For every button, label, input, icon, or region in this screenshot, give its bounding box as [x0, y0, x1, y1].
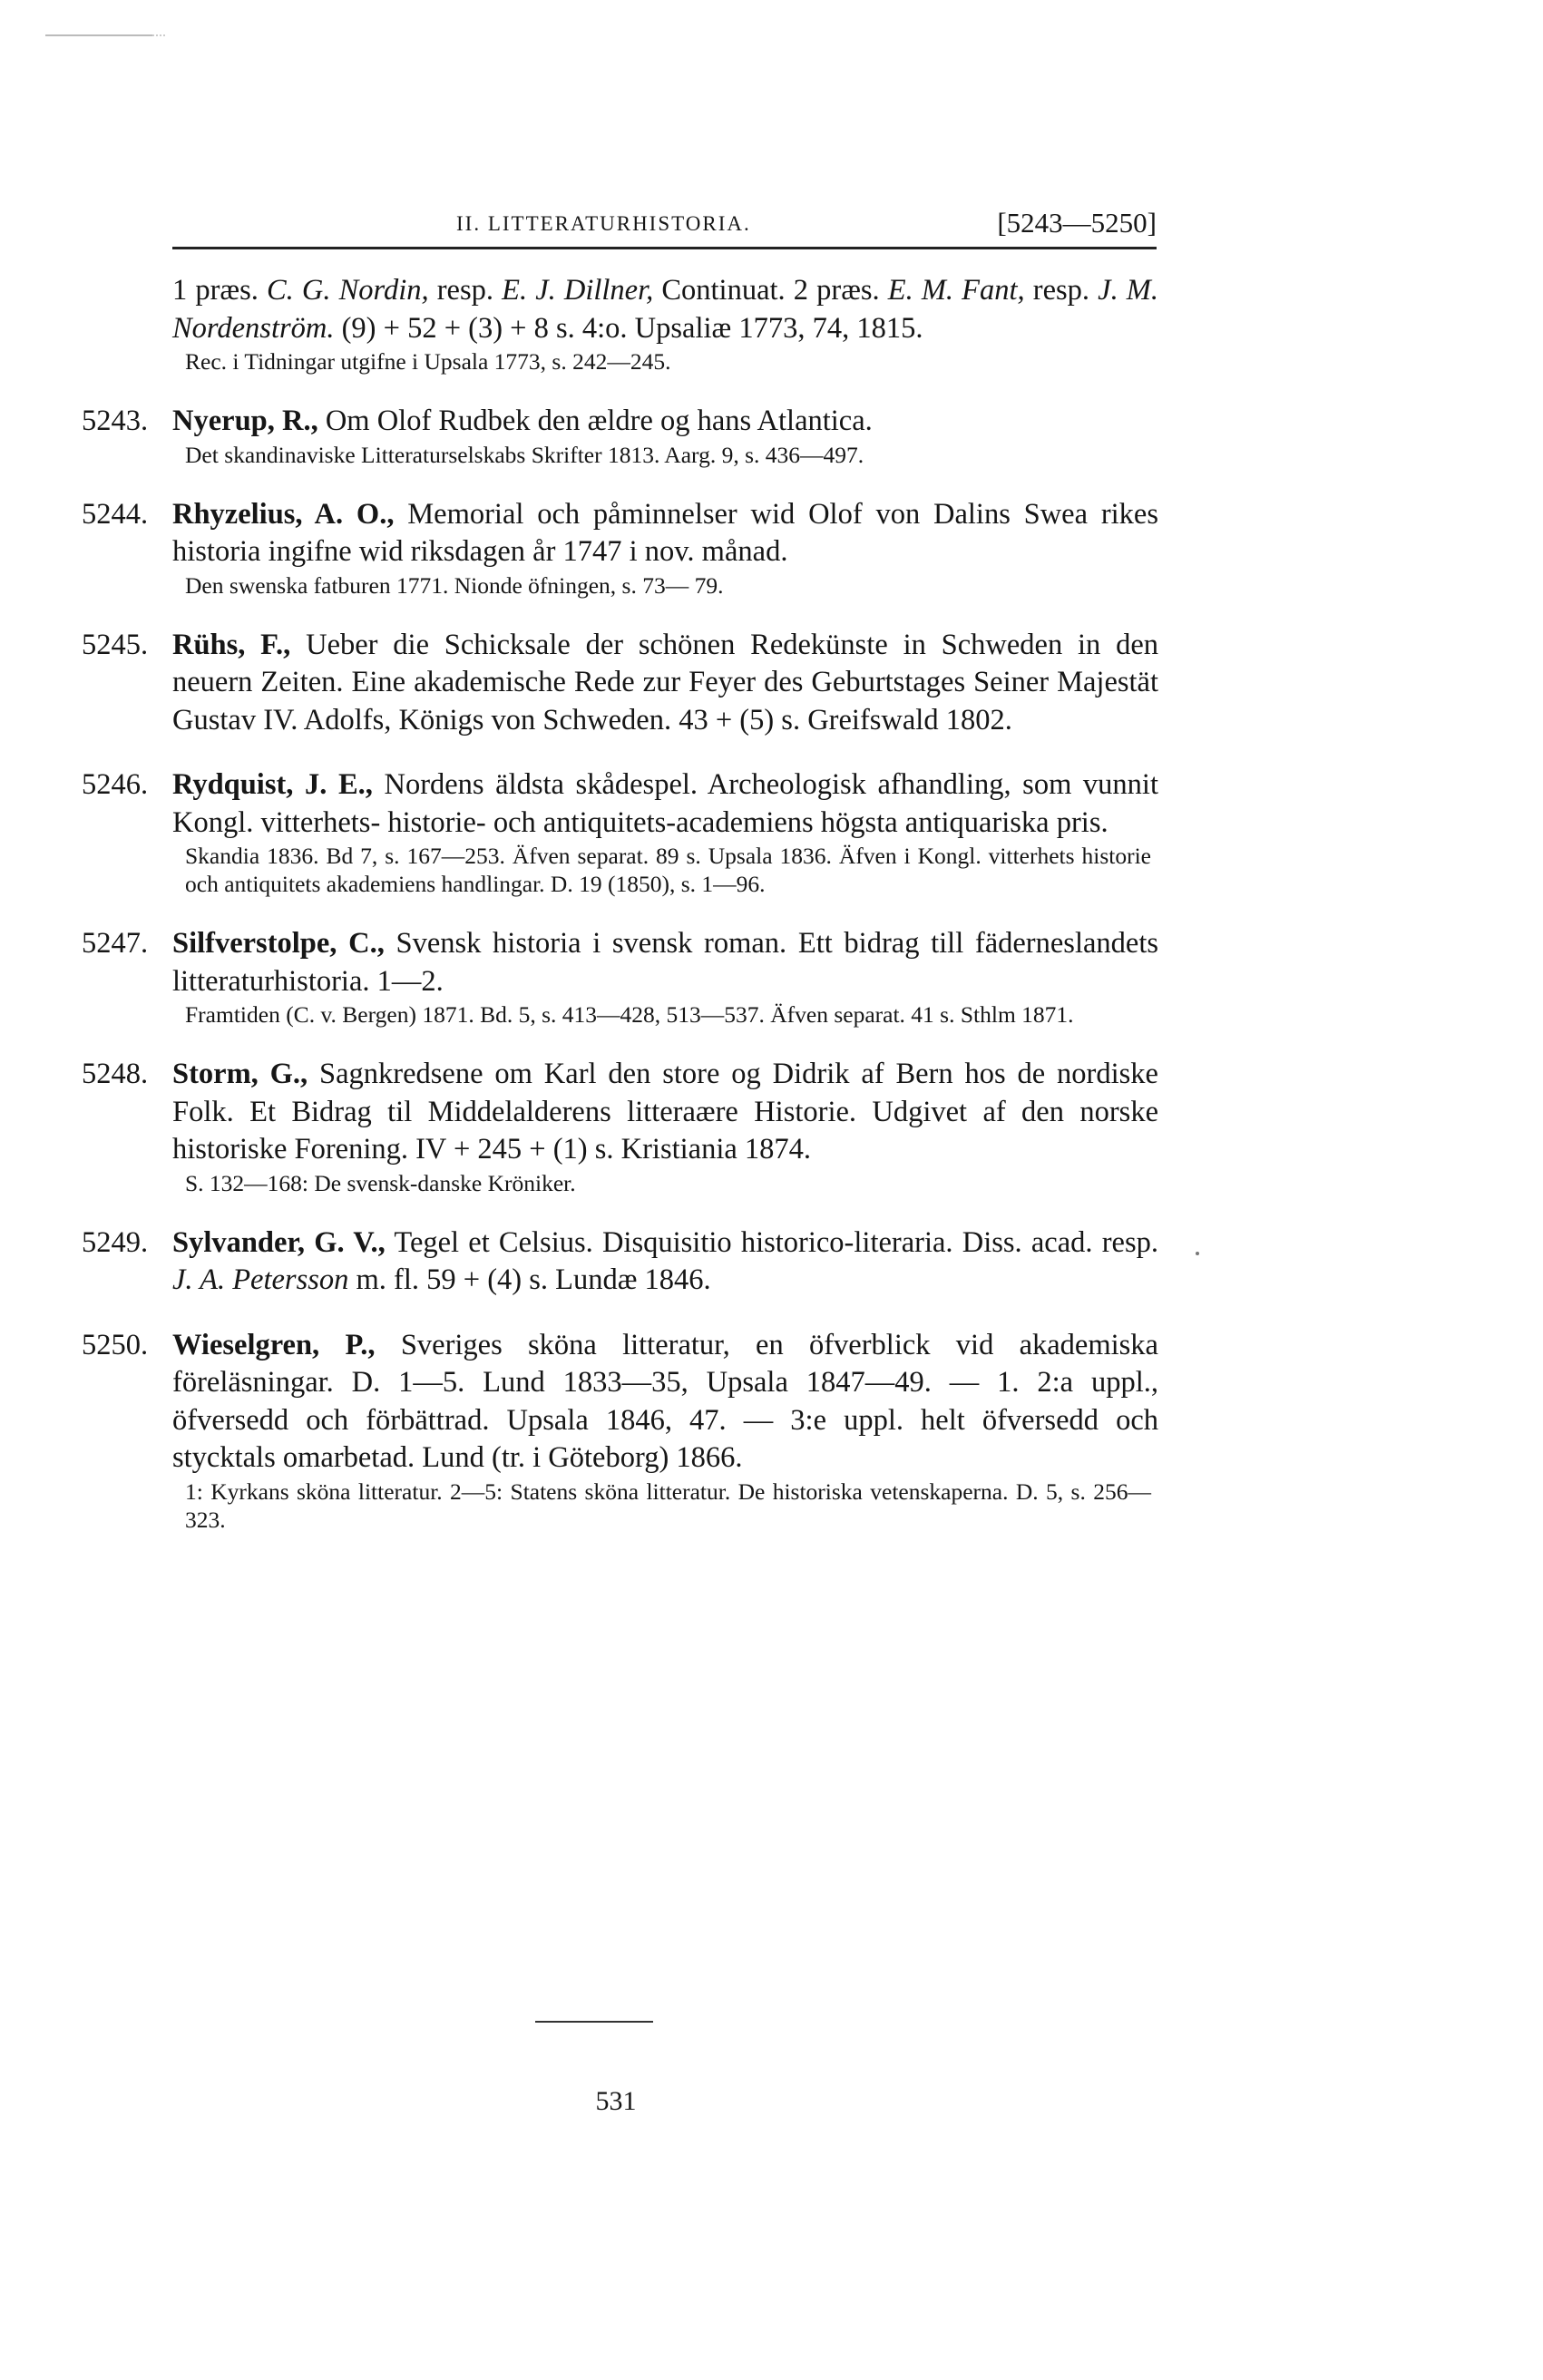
entry-note: 1: Kyrkans sköna litteratur. 2—5: Statens sköna litteratur. De historiska vetenskaperna. D. 5, s. 256—323.: [185, 1478, 1151, 1533]
italic-name: E. M. Fant,: [887, 274, 1025, 307]
entry-notes: [172, 571, 1158, 600]
running-header-section: II. LITTERATURHISTORIA.: [456, 212, 751, 235]
text-run: Memorial och påminnelser wid Olof von Dalins Swea rikes historia ingifne wid riksdagen år 1747 i nov. månad.: [172, 497, 1158, 568]
footer-rule: [535, 2021, 653, 2023]
entry-author: Wieselgren, P.,: [172, 1328, 376, 1361]
text-run: resp.: [1024, 274, 1099, 307]
entry-main-text: [172, 1327, 1158, 1478]
entry-note: Det skandinaviske Litteraturselskabs Skrifter 1813. Aarg. 9, s. 436—497.: [185, 441, 864, 468]
entry-main-text: [172, 766, 1158, 842]
entry-title: [318, 405, 873, 437]
entry-number: 5248.: [82, 1058, 149, 1090]
entry-author: Rühs, F.,: [172, 628, 291, 661]
scan-artifact-dot: [1196, 1252, 1199, 1255]
entry-note: S. 132—168: De svensk-danske Kröniker.: [185, 1169, 576, 1196]
italic-name: C. G. Nordin,: [266, 274, 429, 307]
text-run: Sagnkredsene om Karl den store og Didrik af Bern hos de nordiske Folk. Et Bidrag til Middelalderens litteraære Historie. Udgivet af den norske historiske Forening. IV + 245 + (1) s. Kristiania 1874.: [172, 1058, 1158, 1166]
italic-name: J. M. Nordenström.: [172, 274, 1158, 345]
text-run: resp.: [428, 274, 503, 307]
entry-5245: [82, 627, 1158, 740]
entry-notes: [172, 347, 1158, 376]
entry-continuation: [172, 272, 1158, 376]
entry-notes: [172, 1000, 1158, 1029]
entry-note: Framtiden (C. v. Bergen) 1871. Bd. 5, s. 413—428, 513—537. Äfven separat. 41 s. Sthlm 1871.: [185, 1001, 1074, 1028]
entry-main-text: [172, 627, 1158, 740]
text-run: Svensk historia i svensk roman. Ett bidrag till fäderneslandets litteraturhistoria. 1—2.: [172, 927, 1159, 998]
entry-number: 5244.: [82, 497, 149, 531]
entry-5248: [82, 1056, 1158, 1197]
entry-title: [172, 1058, 1158, 1166]
scan-artifact-line: [45, 34, 154, 36]
entry-main-text: [172, 272, 1158, 347]
entry-5246: [82, 766, 1158, 898]
entry-notes: [172, 441, 1158, 469]
entry-number: 5243.: [82, 405, 149, 437]
entry-author: Rydquist, J. E.,: [172, 768, 373, 801]
text-run: (9) + 52 + (3) + 8 s. 4:o. Upsaliæ 1773, 74, 1815.: [334, 311, 923, 345]
entry-author: Sylvander, G. V.,: [172, 1225, 386, 1259]
entry-notes: [172, 842, 1158, 898]
text-run: Ueber die Schicksale der schönen Redekünste in Schweden in den neuern Zeiten. Eine akademische Rede zur Feyer des Geburtstages Seiner Majestät Gustav IV. Adolfs, Königs von Schweden. 43 + (5) s. Greifswald 1802.: [172, 628, 1158, 736]
entry-5250: [82, 1327, 1158, 1534]
scan-artifact-dots: [152, 34, 165, 36]
entry-5244: [82, 496, 1158, 600]
running-header: [172, 207, 1157, 250]
text-run: Tegel et Celsius. Disquisitio historico-literaria. Diss. acad. resp.: [385, 1225, 1158, 1259]
italic-name: E. J. Dillner,: [502, 274, 654, 307]
entry-main-text: [172, 1224, 1158, 1300]
entry-notes: [172, 1478, 1158, 1534]
entry-number: 5250.: [82, 1328, 149, 1361]
entry-note: Rec. i Tidningar utgifne i Upsala 1773, s. 242—245.: [185, 348, 671, 375]
entry-number: 5246.: [82, 768, 149, 801]
entry-note: Skandia 1836. Bd 7, s. 167—253. Äfven separat. 89 s. Upsala 1836. Äfven i Kongl. vitterhets historie och antiquitets akademiens handlingar. D. 19 (1850), s. 1—96.: [185, 843, 1151, 897]
page-number: 531: [595, 2086, 637, 2116]
entry-number: 5249.: [82, 1225, 149, 1259]
italic-name: J. A. Petersson: [172, 1263, 349, 1296]
entry-5247: [82, 925, 1159, 1029]
entry-title: [172, 629, 1158, 736]
text-run: 1 præs.: [172, 274, 267, 307]
entry-note: Den swenska fatburen 1771. Nionde öfningen, s. 73— 79.: [185, 571, 724, 599]
bibliography-content: [82, 272, 1159, 1534]
text-run: Continuat. 2 præs.: [653, 274, 888, 307]
entry-5249: [82, 1224, 1158, 1300]
text-run: Om Olof Rudbek den ældre og hans Atlantica.: [317, 405, 873, 437]
entry-author: Storm, G.,: [172, 1058, 308, 1090]
text-run: m. fl. 59 + (4) s. Lundæ 1846.: [348, 1263, 711, 1296]
entry-main-text: [172, 1056, 1158, 1169]
entry-author: Nyerup, R.,: [172, 405, 318, 437]
entry-main-text: [172, 496, 1158, 571]
entry-notes: [172, 1169, 1158, 1197]
entry-author: Silfverstolpe, C.,: [172, 927, 385, 960]
entry-author: Rhyzelius, A. O.,: [172, 497, 395, 531]
entry-main-text: [172, 925, 1158, 1000]
entry-number: 5247.: [82, 927, 149, 960]
entry-main-text: [172, 403, 1158, 441]
text-run: Sveriges sköna litteratur, en öfverblick vid akademiska föreläsningar. D. 1—5. Lund 1833—35, Upsala 1847—49. — 1. 2:a uppl., öfversedd och förbättrad. Upsala 1846, 47. — 3:e uppl. helt öfversedd och stycktals omarbetad. Lund (tr. i Göteborg) 1866.: [172, 1328, 1158, 1474]
header-rule: [172, 247, 1157, 249]
entry-number: 5245.: [82, 628, 149, 661]
running-header-entry-range: [5243—5250]: [997, 207, 1157, 239]
entry-5243: [82, 403, 1158, 469]
text-run: Nordens äldsta skådespel. Archeologisk afhandling, som vunnit Kongl. vitterhets- historie- och antiquitets-academiens högsta antiquariska pris.: [172, 768, 1158, 839]
